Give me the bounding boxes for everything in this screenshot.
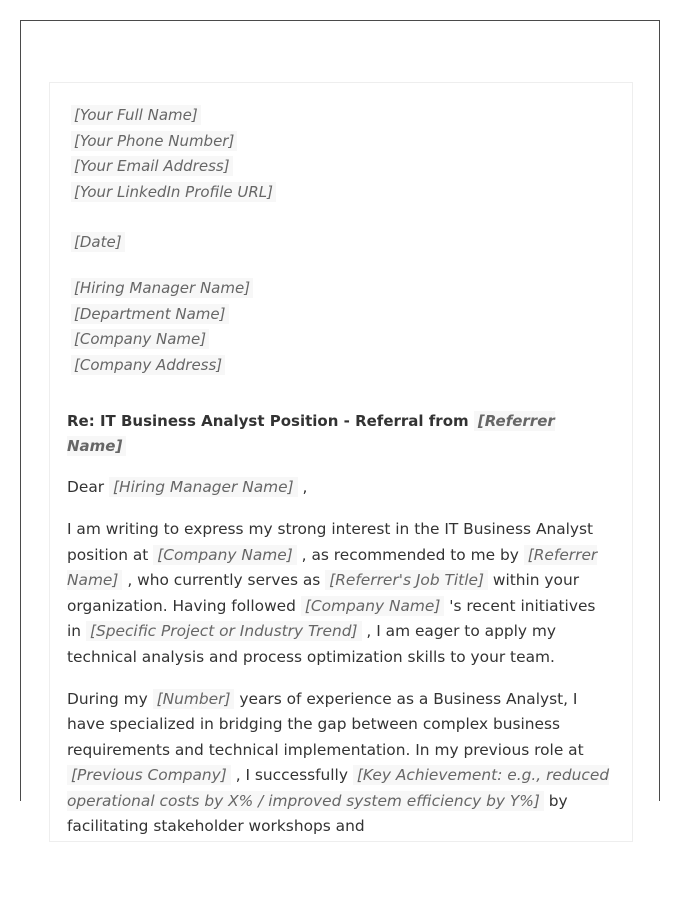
p1-text-4: within your organization. Having followed [67,571,580,615]
p1-placeholder-company: [Company Name] [153,545,297,565]
p2-placeholder-years: [Number] [153,689,235,709]
subject-referrer: [Referrer Name] [67,412,555,456]
letter-date: [Date] [71,232,125,252]
greeting-salutation: Dear [67,478,105,497]
recipient-block [71,276,612,378]
p1-placeholder-project: [Specific Project or Industry Trend] [86,621,362,641]
p1-placeholder-referrer: [Referrer Name] [67,545,598,590]
p2-placeholder-achievement: [Key Achievement: e.g., reduced operational costs by X% / improved system efficiency by Y%] [67,766,610,810]
p2-text-3: , I successfully [235,766,348,785]
p1-placeholder-referrer-title: [Referrer's Job Title] [325,570,488,590]
p1-placeholder-company-2: [Company Name] [301,596,445,616]
sender-phone: [Your Phone Number] [71,131,237,151]
letter-sheet [49,82,633,842]
recipient-company: [Company Name] [71,329,209,349]
sender-email: [Your Email Address] [71,156,233,176]
p2-text-4: by facilitating stakeholder workshops and [67,791,568,836]
subject-text: Re: IT Business Analyst Position - Referral from [67,412,469,431]
p2-placeholder-previous-company: [Previous Company] [67,765,231,785]
greeting-name: [Hiring Manager Name] [109,477,298,497]
sender-full-name: [Your Full Name] [71,105,201,125]
p1-text-1: I am writing to express my strong interest in the IT Business Analyst position at [67,519,594,564]
p1-text-2: , as recommended to me by [301,545,519,564]
greeting [67,475,612,501]
p2-text-1: During my [67,689,148,708]
body-paragraph-2 [67,687,612,841]
recipient-address: [Company Address] [71,355,225,375]
date-block [71,230,612,256]
p1-text-5: 's recent initiatives in [67,596,596,641]
sender-linkedin: [Your LinkedIn Profile URL] [71,182,276,202]
p2-text-2: years of experience as a Business Analyst, I have specialized in bridging the gap between complex business requirements and technical implementation. In my previous role at [67,689,584,759]
subject-line [67,409,612,459]
body-paragraph-1 [67,517,612,671]
document-frame [20,20,660,836]
recipient-department: [Department Name] [71,304,229,324]
sender-block [71,103,612,205]
p1-text-6: , I am eager to apply my technical analysis and process optimization skills to your team. [67,622,557,666]
greeting-punctuation: , [302,478,308,497]
p1-text-3: , who currently serves as [127,571,321,590]
recipient-manager-name: [Hiring Manager Name] [71,278,253,298]
